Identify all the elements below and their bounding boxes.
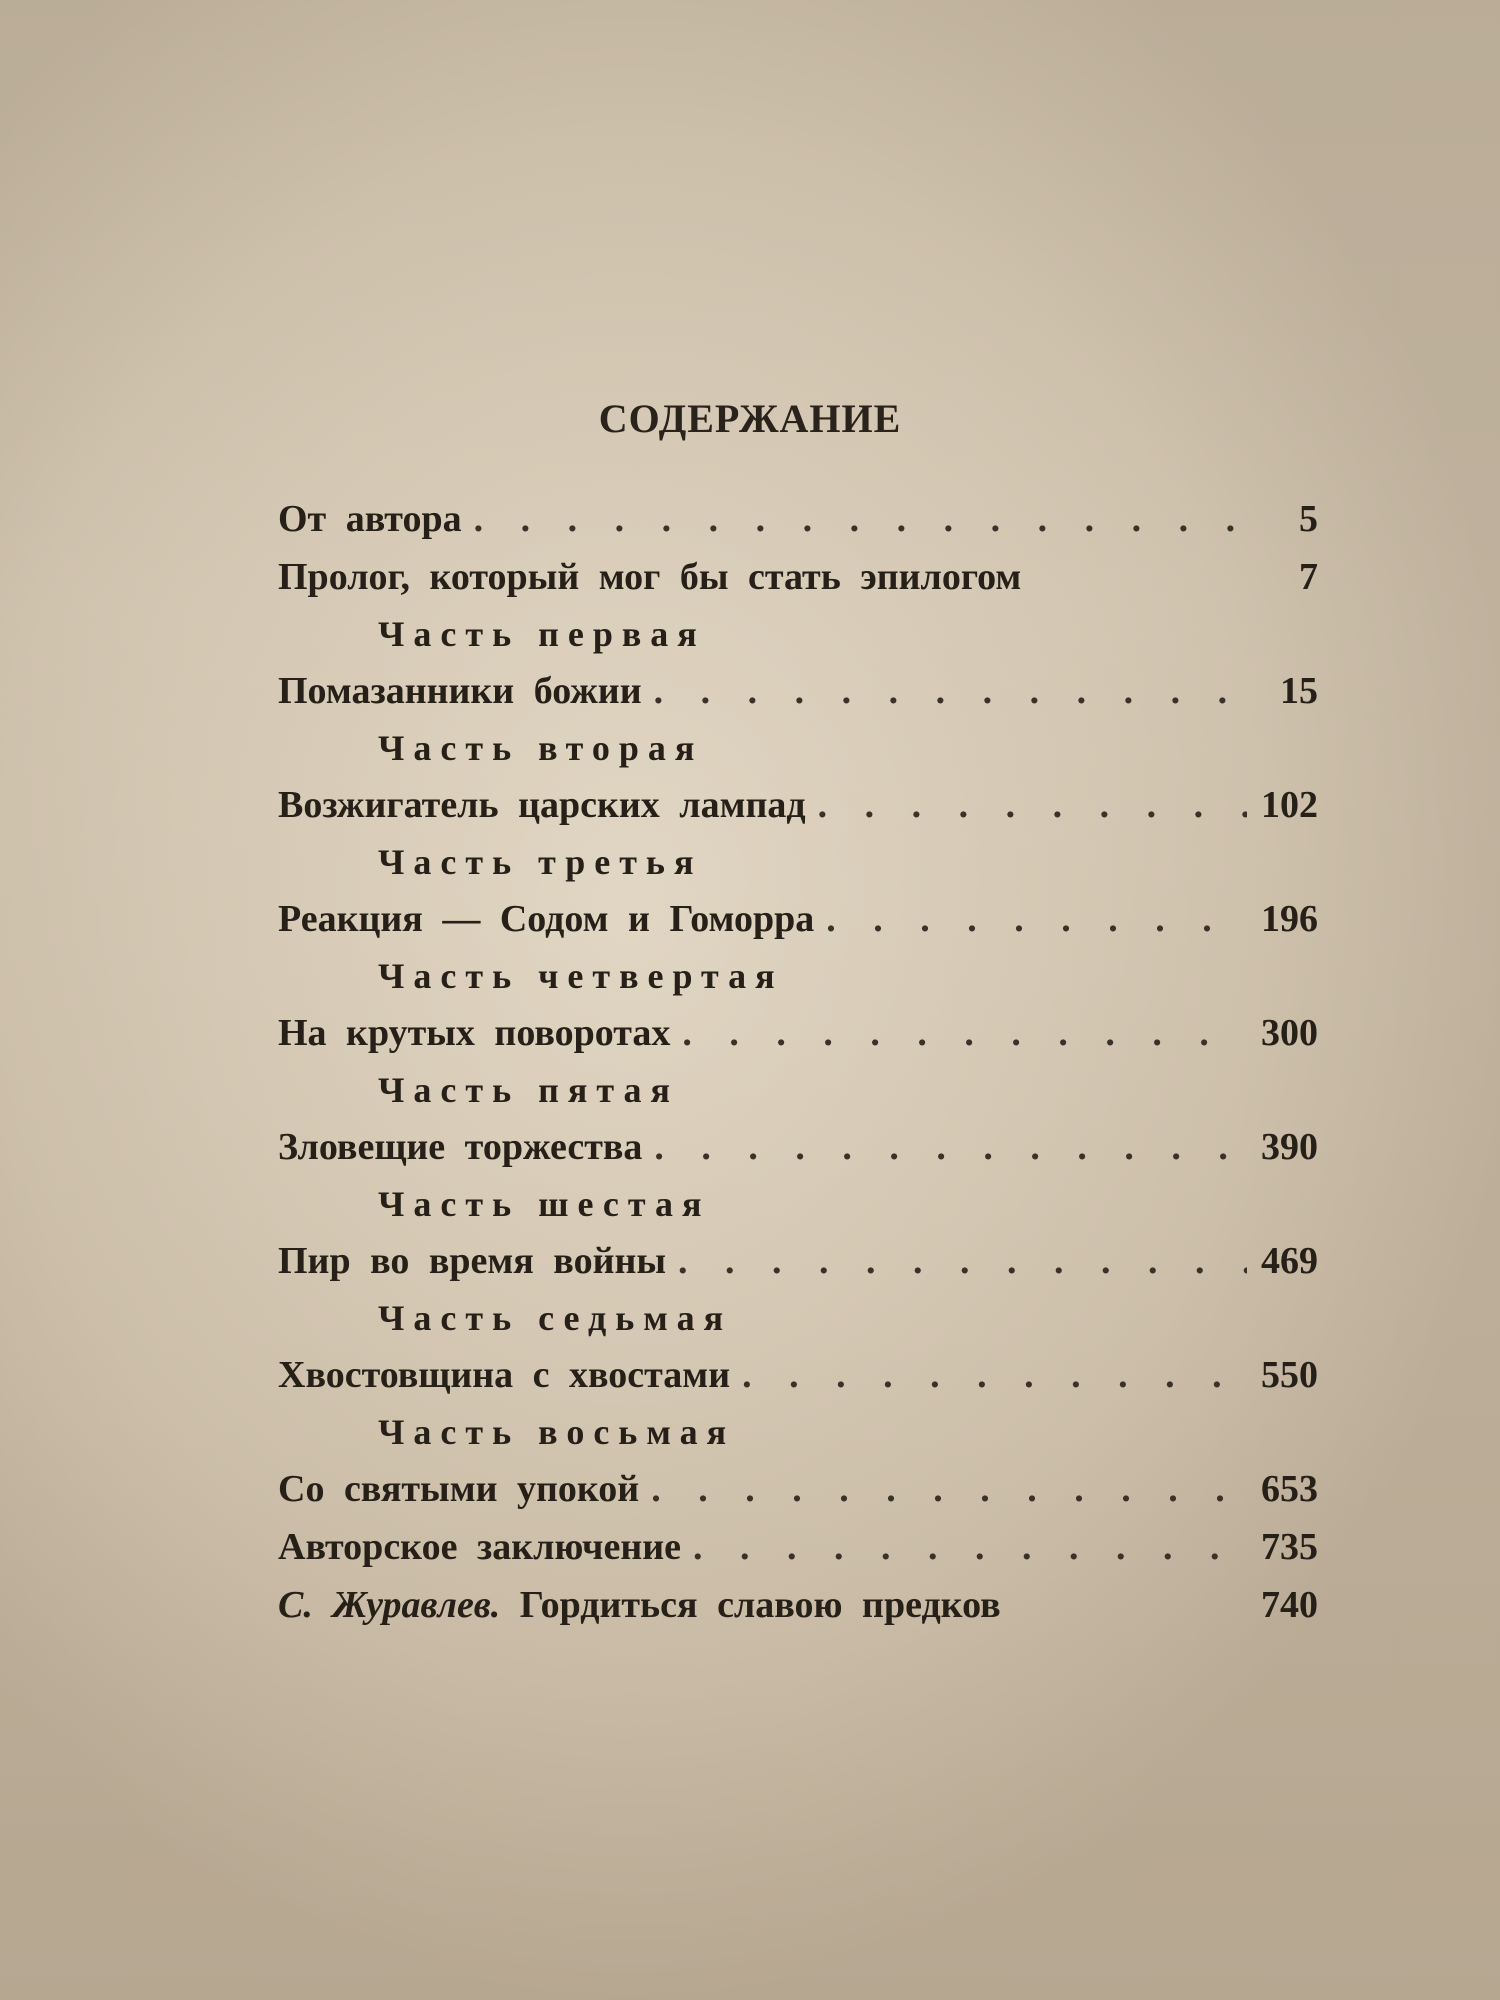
toc-entry-label: Со святыми упокой	[278, 1468, 640, 1510]
toc-entry-part-6	[278, 1232, 1318, 1290]
toc-entry-page: 5	[1299, 498, 1318, 540]
dot-leader	[678, 1232, 1247, 1290]
dot-leader	[654, 662, 1264, 720]
part-heading-2: Часть вторая	[378, 728, 704, 768]
toc-entry-part-5	[278, 1118, 1318, 1176]
toc-entry-afterword	[278, 1576, 1318, 1634]
dot-leader	[742, 1346, 1247, 1404]
toc-entry-label: Помазанники божии	[278, 670, 642, 712]
toc-entry-label: На крутых поворотах	[278, 1012, 671, 1054]
dot-leader	[651, 1460, 1247, 1518]
toc-entry-conclusion	[278, 1518, 1318, 1576]
dot-leader	[474, 490, 1264, 548]
part-heading-8: Часть восьмая	[378, 1412, 736, 1452]
toc-entry-page: 102	[1261, 784, 1318, 826]
part-heading-3: Часть третья	[378, 842, 703, 882]
toc-entry-label: От автора	[278, 498, 462, 540]
part-heading-7: Часть седьмая	[378, 1298, 733, 1338]
toc-entry-label: Хвостовщина с хвостами	[278, 1354, 731, 1396]
toc-entry-page: 735	[1261, 1526, 1318, 1568]
toc-entry-label: Гордиться славою предков	[519, 1584, 1001, 1626]
toc-entry-part-1	[278, 662, 1318, 720]
toc-entry-page: 653	[1261, 1468, 1318, 1510]
toc-entry-page: 7	[1299, 556, 1318, 598]
part-heading-5: Часть пятая	[378, 1070, 679, 1110]
part-heading-4: Часть четвертая	[378, 956, 784, 996]
toc-entry-part-2	[278, 776, 1318, 834]
page-title: СОДЕРЖАНИЕ	[598, 396, 902, 441]
toc-entry-label-group	[278, 1576, 1013, 1634]
toc-entry-page: 300	[1261, 1012, 1318, 1054]
toc-entry-label: Авторское заключение	[278, 1526, 681, 1568]
dot-leader	[818, 776, 1247, 834]
toc-entry-part-4	[278, 1004, 1318, 1062]
toc-entry-page: 196	[1261, 898, 1318, 940]
toc-entry-page: 390	[1261, 1126, 1318, 1168]
toc-entry-author-note	[278, 490, 1318, 548]
dot-leader	[682, 1004, 1247, 1062]
toc-entry-page: 740	[1261, 1584, 1318, 1626]
part-heading-6: Часть шестая	[378, 1184, 711, 1224]
dot-leader	[826, 890, 1247, 948]
toc-entry-part-8	[278, 1460, 1318, 1518]
part-heading-1: Часть первая	[378, 614, 706, 654]
toc-entry-page: 15	[1280, 670, 1318, 712]
toc-entry-part-3	[278, 890, 1318, 948]
toc-entry-page: 469	[1261, 1240, 1318, 1282]
toc-entry-part-7	[278, 1346, 1318, 1404]
toc-entry-label: Возжигатель царских лампад	[278, 784, 806, 826]
toc-entry-prologue	[278, 548, 1318, 606]
toc-entry-label: Пролог, который мог бы стать эпилогом	[278, 556, 1022, 598]
table-of-contents	[278, 490, 1318, 1634]
toc-entry-label: Зловещие торжества	[278, 1126, 643, 1168]
dot-leader	[654, 1118, 1247, 1176]
toc-entry-page: 550	[1261, 1354, 1318, 1396]
toc-entry-label: Реакция — Содом и Гоморра	[278, 898, 815, 940]
dot-leader	[693, 1518, 1247, 1576]
afterword-author: С. Журавлев.	[278, 1584, 501, 1626]
toc-entry-label: Пир во время войны	[278, 1240, 667, 1282]
